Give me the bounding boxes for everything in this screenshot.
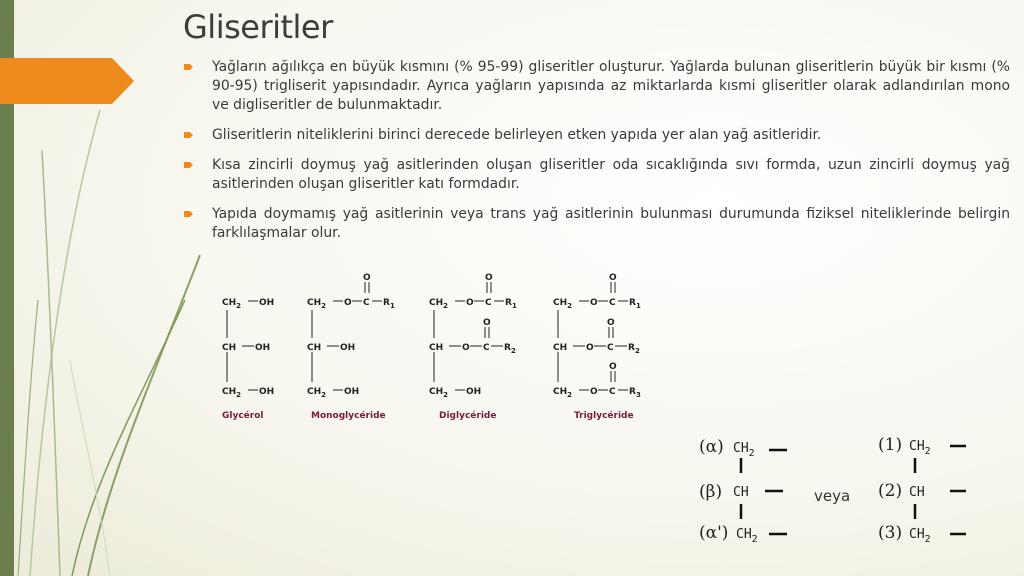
svg-text:R3: $R_3$ [629, 387, 641, 399]
arrow-bullet-icon [184, 132, 193, 138]
bullet-item [184, 126, 1010, 145]
alpha-label: (α) [699, 437, 724, 457]
svg-text:CH2: $CH_2$ [429, 298, 449, 310]
svg-text:CH2: $CH_2$ [307, 298, 327, 310]
bullet-text: Yapıda doymamış yağ asitlerinin veya trans yağ asitlerinin bulunması durumunda fiziksel niteliklerinde belirgin farklılaşmalar olur. [212, 206, 1010, 241]
svg-text:CH2: $CH_2$ [553, 387, 573, 399]
svg-text:OH: OH [340, 343, 356, 353]
svg-text:CH: CH [222, 343, 237, 353]
svg-text:O: O [590, 298, 598, 308]
svg-text:O: O [462, 343, 470, 353]
svg-text:C: C [485, 298, 492, 308]
svg-text:R2: $R_2$ [628, 343, 640, 355]
svg-text:CH2: $CH_2$ [733, 441, 755, 459]
svg-text:C: C [609, 387, 616, 397]
bullet-item [184, 58, 1010, 115]
bullet-text: Kısa zincirli doymuş yağ asitlerinden oluşan gliseritler oda sıcaklığında sıvı formda, uzun zincirli doymuş yağ asitlerinden oluşan gliseritler katı formdadır. [212, 157, 1010, 192]
svg-text:O: O [609, 362, 617, 372]
svg-text:CH2: $CH_2$ [222, 298, 242, 310]
bullet-item [184, 205, 1010, 243]
svg-text:CH: CH [553, 343, 568, 353]
svg-text:R2: $R_2$ [504, 343, 516, 355]
svg-text:O: O [344, 298, 352, 308]
svg-text:R1: $R_1$ [629, 298, 641, 310]
bullet-list [184, 58, 1010, 254]
bullet-text: Gliseritlerin niteliklerini birinci derecede belirleyen etken yapıda yer alan yağ asitleridir. [212, 127, 822, 143]
svg-text:OH: OH [344, 387, 360, 397]
svg-text:CH2: $CH_2$ [909, 527, 931, 545]
svg-text:CH: CH [909, 485, 925, 500]
title-arrow-tab [0, 58, 134, 104]
diglyceride-label: Diglycéride [439, 411, 497, 421]
svg-text:R1: $R_1$ [383, 298, 395, 310]
svg-text:C: C [483, 343, 490, 353]
monoglyceride-label: Monoglycéride [311, 411, 386, 421]
veya-text: veya [814, 487, 851, 505]
svg-text:C: C [607, 343, 614, 353]
svg-text:O: O [607, 318, 615, 328]
svg-text:O: O [586, 343, 594, 353]
svg-text:O: O [609, 273, 617, 283]
svg-text:OH: OH [466, 387, 482, 397]
svg-text:C: C [609, 298, 616, 308]
glyceride-structures-figure [212, 268, 652, 428]
svg-text:CH2: $CH_2$ [553, 298, 573, 310]
position-3-label: (3) [878, 523, 903, 543]
svg-text:O: O [466, 298, 474, 308]
beta-label: (β) [699, 482, 723, 502]
svg-text:O: O [485, 273, 493, 283]
alpha-prime-label: (α') [699, 523, 729, 543]
svg-text:CH2: $CH_2$ [222, 387, 242, 399]
svg-text:C: C [363, 298, 370, 308]
glycerol-label: Glycérol [222, 411, 264, 421]
position-1-label: (1) [878, 435, 903, 455]
svg-text:OH: OH [255, 343, 271, 353]
triglyceride-label: Triglycéride [574, 411, 634, 421]
svg-text:O: O [483, 318, 491, 328]
svg-text:CH: CH [733, 485, 749, 500]
arrow-bullet-icon [184, 211, 193, 217]
svg-text:CH: CH [307, 343, 322, 353]
svg-text:CH: CH [429, 343, 444, 353]
svg-text:CH2: $CH_2$ [736, 527, 758, 545]
svg-text:R1: $R_1$ [505, 298, 517, 310]
bullet-text: Yağların ağılıkça en büyük kısmını (% 95-99) gliseritler oluşturur. Yağlarda bulunan gliseritlerin büyük bir kısmı (% 90-95) trigliserit yapısındadır. Ayrıca yağların yapısında az miktarlarda kısmi gliseritler olarak adlandırılan mono ve digliseritler de bulunmaktadır. [212, 59, 1010, 113]
svg-text:CH2: $CH_2$ [429, 387, 449, 399]
bullet-item [184, 156, 1010, 194]
position-2-label: (2) [878, 481, 903, 501]
svg-text:OH: OH [259, 387, 275, 397]
svg-text:CH2: $CH_2$ [909, 439, 931, 457]
arrow-bullet-icon [184, 162, 193, 168]
svg-text:O: O [590, 387, 598, 397]
svg-text:OH: OH [259, 298, 275, 308]
svg-text:CH2: $CH_2$ [307, 387, 327, 399]
arrow-bullet-icon [184, 64, 193, 70]
slide-title: Gliseritler [183, 8, 333, 46]
svg-text:O: O [363, 273, 371, 283]
